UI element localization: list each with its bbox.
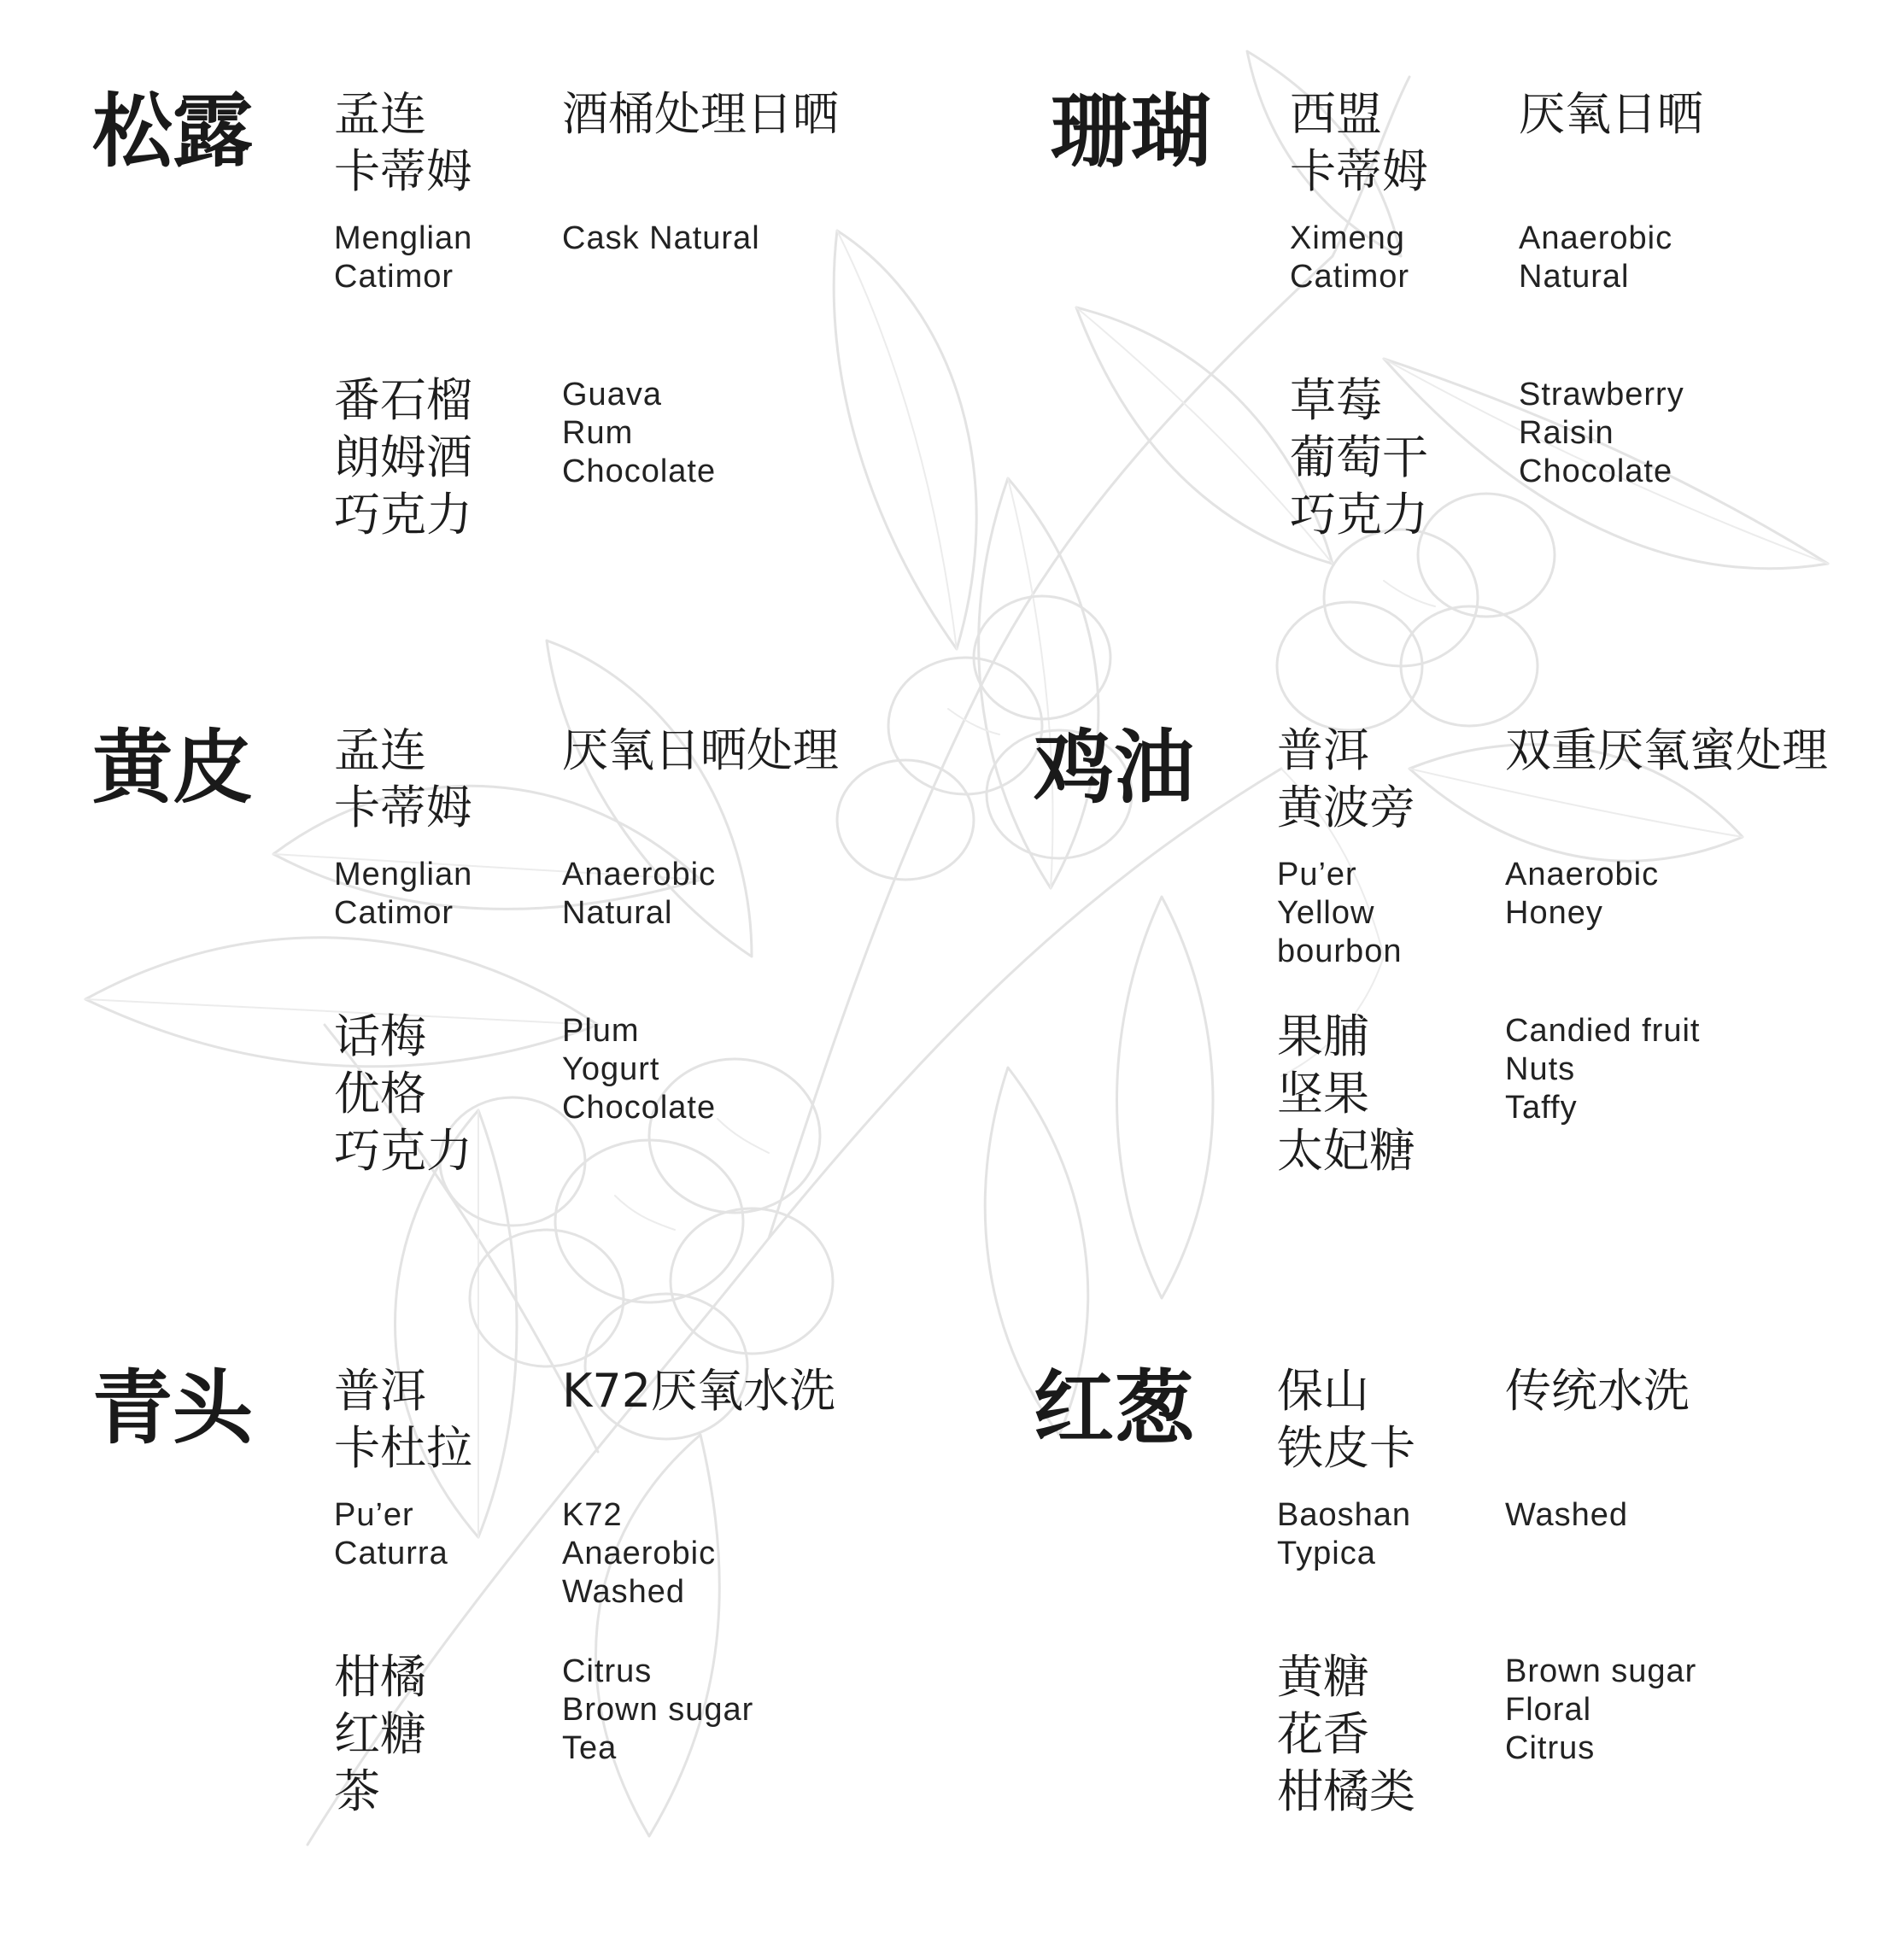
origin-variety-en: Baoshan Typica: [1277, 1497, 1412, 1571]
origin-variety-en: Pu’er Caturra: [334, 1497, 448, 1571]
origin-variety-zh: 孟连 卡蒂姆: [334, 87, 472, 198]
flavor-notes-en: Strawberry Raisin Chocolate: [1519, 377, 1684, 489]
coffee-card-hongcong: [1034, 1362, 1898, 1960]
coffee-card-shanhu: [1051, 85, 1898, 683]
flavor-notes-en: Guava Rum Chocolate: [562, 377, 717, 489]
coffee-card-huangpi: [92, 722, 998, 1319]
coffee-name: 红葱: [1034, 1362, 1195, 1455]
flavor-notes-en: Candied fruit Nuts Taffy: [1505, 1013, 1701, 1126]
process-zh: K72厌氧水洗: [562, 1364, 836, 1418]
process-en: Cask Natural: [562, 220, 760, 256]
flavor-notes-zh: 番石榴 朗姆酒 巧克力: [334, 373, 472, 541]
flavor-notes-en: Plum Yogurt Chocolate: [562, 1013, 717, 1126]
origin-variety-en: Ximeng Catimor: [1290, 220, 1410, 295]
origin-variety-en: Pu’er Yellow bourbon: [1277, 857, 1403, 969]
flavor-notes-en: Brown sugar Floral Citrus: [1505, 1653, 1697, 1766]
flavor-notes-zh: 草莓 葡萄干 巧克力: [1290, 373, 1428, 541]
origin-variety-zh: 保山 铁皮卡: [1277, 1364, 1415, 1475]
process-zh: 厌氧日晒: [1519, 87, 1703, 141]
coffee-card-qingtou: [92, 1362, 998, 1960]
origin-variety-en: Menglian Catimor: [334, 220, 473, 295]
flavor-notes-zh: 柑橘 红糖 茶: [334, 1650, 426, 1818]
origin-variety-zh: 西盟 卡蒂姆: [1290, 87, 1428, 198]
flavor-notes-zh: 黄糖 花香 柑橘类: [1277, 1650, 1415, 1818]
coffee-card-jiyou: [1034, 722, 1898, 1319]
process-zh: 传统水洗: [1505, 1364, 1690, 1418]
process-en: Anaerobic Natural: [1519, 220, 1673, 295]
process-zh: 双重厌氧蜜处理: [1505, 723, 1828, 777]
coffee-name: 松露: [92, 85, 254, 178]
flavor-notes-zh: 果脯 坚果 太妃糖: [1277, 1009, 1415, 1178]
process-zh: 酒桶处理日晒: [562, 87, 839, 141]
flavor-notes-en: Citrus Brown sugar Tea: [562, 1653, 754, 1766]
origin-variety-zh: 孟连 卡蒂姆: [334, 723, 472, 834]
process-en: Washed: [1505, 1497, 1628, 1533]
coffee-name: 鸡油: [1034, 722, 1195, 815]
process-en: K72 Anaerobic Washed: [562, 1497, 717, 1610]
process-en: Anaerobic Natural: [562, 857, 717, 931]
coffee-card-songlu: [92, 85, 998, 683]
origin-variety-en: Menglian Catimor: [334, 857, 473, 931]
origin-variety-zh: 普洱 黄波旁: [1277, 723, 1415, 834]
origin-variety-zh: 普洱 卡杜拉: [334, 1364, 472, 1475]
flavor-notes-zh: 话梅 优格 巧克力: [334, 1009, 472, 1178]
coffee-name: 青头: [92, 1362, 254, 1455]
coffee-name: 珊瑚: [1051, 85, 1212, 178]
coffee-name: 黄皮: [92, 722, 254, 815]
process-zh: 厌氧日晒处理: [562, 723, 839, 777]
process-en: Anaerobic Honey: [1505, 857, 1660, 931]
